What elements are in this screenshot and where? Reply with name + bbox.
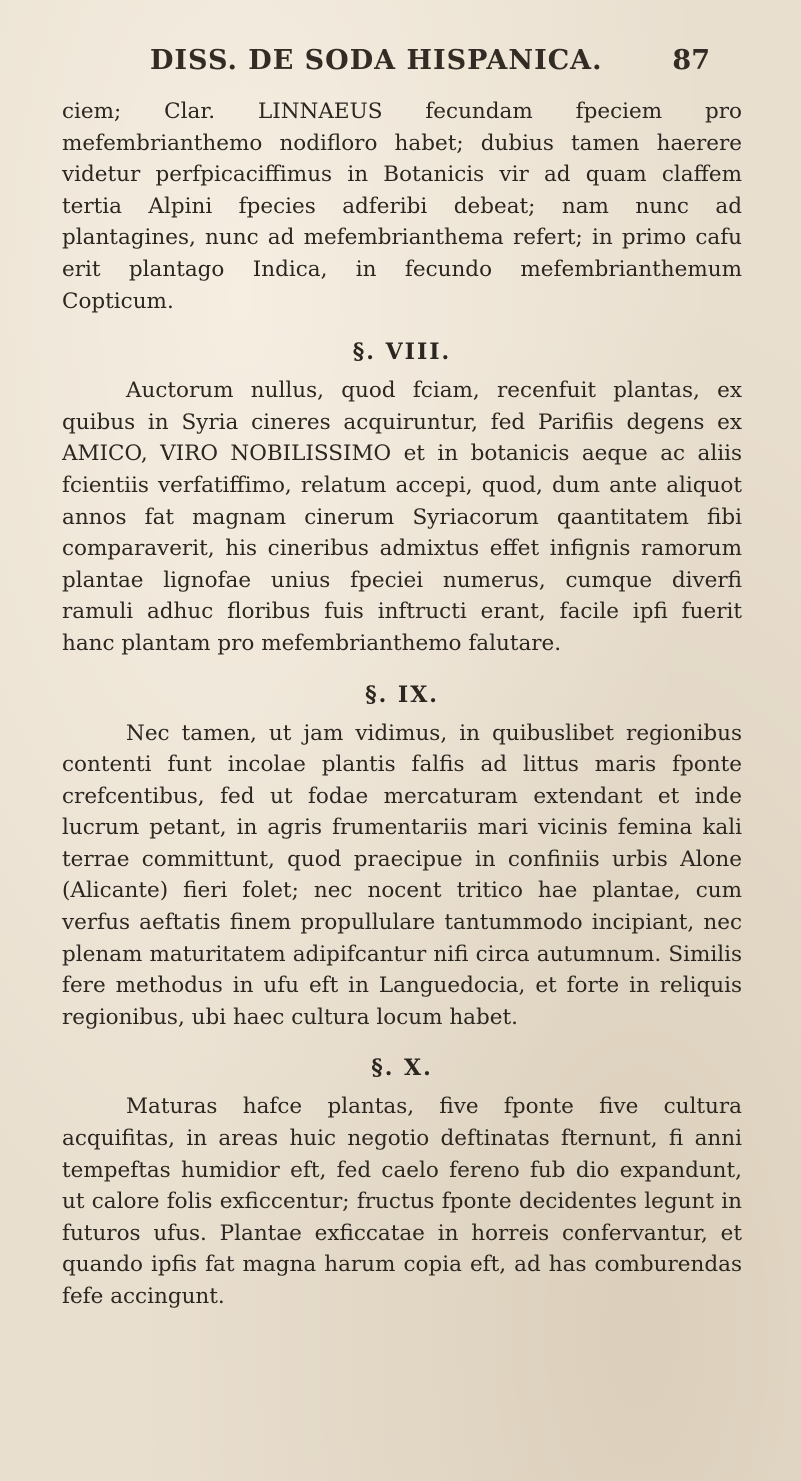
running-head: DISS. DE SODA HISPANICA. (150, 44, 603, 76)
section-heading-x: §. X. (371, 1055, 433, 1082)
paragraph-continuation: ciem; Clar. LINNAEUS fecundam fpeciem pro mefembrianthemo nodifloro habet; dubius tamen haerere videtur perfpicaciffimus in Botanicis vir ad quam claffem tertia Alpini fpecies adferibi debeat; nam nunc ad plantagines, nunc ad mefembrianthema refert; in primo cafu erit plantago Indica, in fecundo mefembrianthemum Copticum. (62, 99, 742, 314)
page-number: 87 (672, 44, 710, 76)
paragraph-section-ix: Nec tamen, ut jam vidimus, in quibuslibet regionibus contenti funt incolae plantis falfis ad littus maris fponte crefcentibus, fed ut fodae mercaturam extendant et inde lucrum petant, in agris frumentariis mari vicinis femina kali terrae committunt, quod praecipue in confiniis urbis Alone (Alicante) fieri folet; nec nocent tritico hae plantae, cum verfus aeftatis finem propullulare tantummodo incipiant, nec plenam maturitatem adipifcantur nifi circa autumnum. Similis fere methodus in ufu eft in Languedocia, et forte in reliquis regionibus, ubi haec cultura locum habet. (62, 720, 742, 1030)
paragraph-section-x: Maturas hafce plantas, five fponte five cultura acquifitas, in areas huic negotio deftinatas fternunt, fi anni tempeftas humidior eft, fed caelo fereno fub dio expandunt, ut calore folis exficcentur; fructus fponte decidentes legunt in futuros ufus. Plantae exficcatae in horreis confervantur, et quando ipfis fat magna harum copia eft, ad has comburendas fefe accingunt. (62, 1094, 742, 1309)
section-heading-viii: §. VIII. (352, 339, 452, 366)
section-heading-ix: §. IX. (365, 681, 439, 708)
paragraph-section-viii: Auctorum nullus, quod fciam, recenfuit plantas, ex quibus in Syria cineres acquiruntur, fed Parifiis degens ex AMICO, VIRO NOBILISSIMO et in botanicis aeque ac aliis fcientiis verfatiffimo, relatum accepi, quod, dum ante aliquot annos fat magnam cinerum Syriacorum qaantitatem fibi comparaverit, his cineribus admixtus effet infignis ramorum plantae lignofae unius fpeciei numerus, cumque diverfi ramuli adhuc floribus fuis inftructi erant, facile ipfi fuerit hanc plantam pro mefembrianthemo falutare. (62, 378, 742, 656)
body-text (62, 96, 742, 1313)
page-header (150, 40, 710, 80)
